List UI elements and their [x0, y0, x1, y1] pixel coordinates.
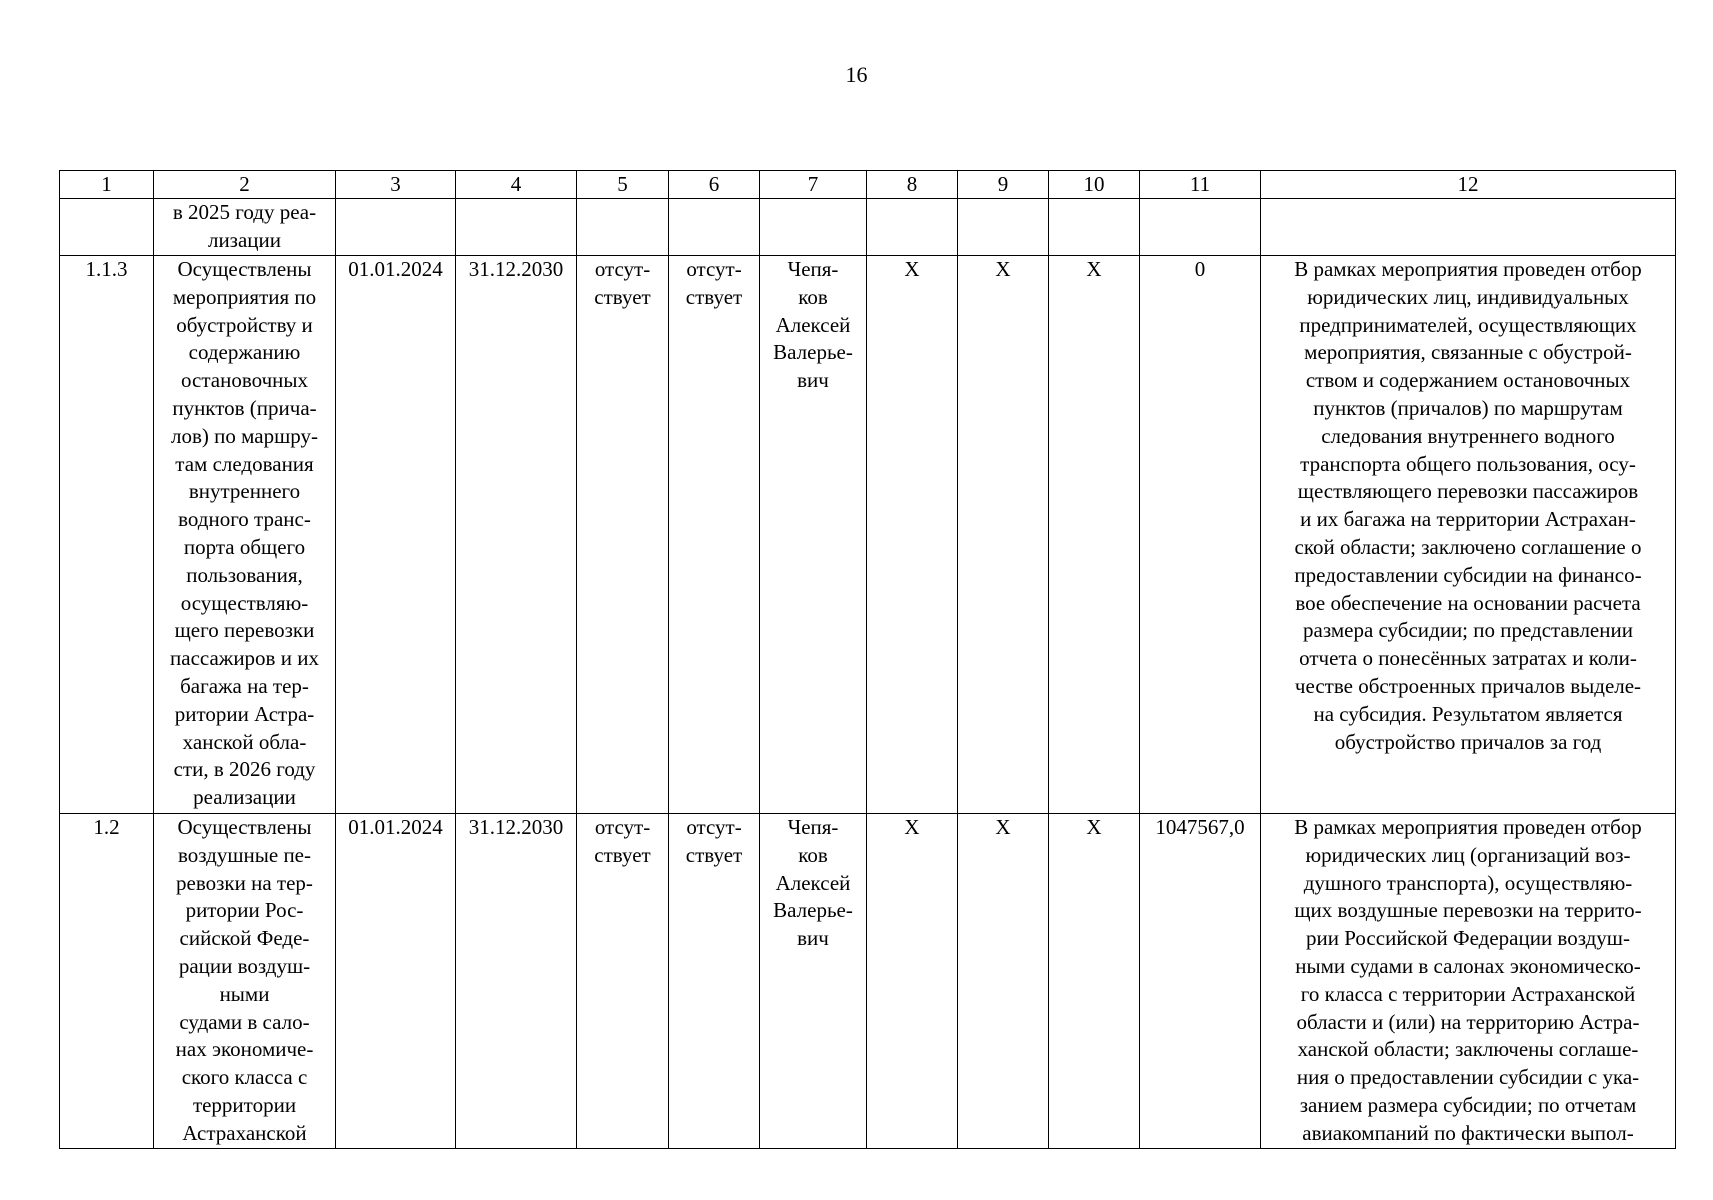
amount-cell: 0	[1140, 256, 1261, 814]
start-date-cell: 01.01.2024	[336, 256, 456, 814]
result-description-cell: в 2025 году реа- лизации	[154, 199, 336, 256]
amount-cell: 1047567,0	[1140, 814, 1261, 1149]
column-number-cell: 11	[1140, 171, 1261, 199]
start-date-cell	[336, 199, 456, 256]
cell-col-6: отсут- ствует	[669, 814, 760, 1149]
column-number-cell: 6	[669, 171, 760, 199]
column-number-cell: 7	[760, 171, 867, 199]
cell-col-8	[867, 199, 958, 256]
cell-col-10	[1049, 199, 1140, 256]
responsible-person-cell: Чепя- ков Алексей Валерье- вич	[760, 256, 867, 814]
page-number: 16	[845, 62, 868, 87]
measures-table	[59, 170, 1676, 1149]
table-row	[60, 256, 1676, 814]
start-date-cell: 01.01.2024	[336, 814, 456, 1149]
column-number-cell: 2	[154, 171, 336, 199]
column-number-cell: 10	[1049, 171, 1140, 199]
cell-col-5	[577, 199, 669, 256]
column-number-cell: 3	[336, 171, 456, 199]
end-date-cell: 31.12.2030	[456, 256, 577, 814]
implementation-description-cell	[1261, 199, 1676, 256]
table-row	[60, 199, 1676, 256]
column-number-cell: 8	[867, 171, 958, 199]
item-number-cell: 1.2	[60, 814, 154, 1149]
end-date-cell	[456, 199, 577, 256]
cell-col-10: X	[1049, 814, 1140, 1149]
cell-col-5: отсут- ствует	[577, 256, 669, 814]
cell-col-5: отсут- ствует	[577, 814, 669, 1149]
cell-col-8: X	[867, 814, 958, 1149]
result-description-cell: Осуществлены мероприятия по обустройству и содержанию остановочных пунктов (прича- лов) по маршру- там следования внутреннего водного транс- порта общего пользования, осуществляю- щего перевозки пассажиров и их багажа на тер- ритории Астра- ханской обла- сти, в 2026 году реализации	[154, 256, 336, 814]
column-number-cell: 9	[958, 171, 1049, 199]
cell-col-9: X	[958, 256, 1049, 814]
column-number-cell: 12	[1261, 171, 1676, 199]
item-number-cell: 1.1.3	[60, 256, 154, 814]
column-number-cell: 1	[60, 171, 154, 199]
column-number-row	[60, 171, 1676, 199]
table-row	[60, 814, 1676, 1149]
amount-cell	[1140, 199, 1261, 256]
end-date-cell: 31.12.2030	[456, 814, 577, 1149]
cell-col-9: X	[958, 814, 1049, 1149]
column-number-cell: 5	[577, 171, 669, 199]
responsible-person-cell: Чепя- ков Алексей Валерье- вич	[760, 814, 867, 1149]
cell-col-10: X	[1049, 256, 1140, 814]
implementation-description-cell: В рамках мероприятия проведен отбор юридических лиц (организаций воз- душного транспорта), осуществляю- щих воздушные перевозки на террито- рии Российской Федерации воздуш- ными судами в салонах экономическо- го класса с территории Астраханской области и (или) на территорию Астра- ханской области; заключены соглаше- ния о предоставлении субсидии с ука- занием размера субсидии; по отчетам авиакомпаний по фактически выпол-	[1261, 814, 1676, 1149]
cell-col-8: X	[867, 256, 958, 814]
cell-col-9	[958, 199, 1049, 256]
item-number-cell	[60, 199, 154, 256]
column-number-cell: 4	[456, 171, 577, 199]
result-description-cell: Осуществлены воздушные пе- ревозки на тер- ритории Рос- сийской Феде- рации воздуш- ными судами в сало- нах экономиче- ского класса с территории Астраханской	[154, 814, 336, 1149]
responsible-person-cell	[760, 199, 867, 256]
implementation-description-cell: В рамках мероприятия проведен отбор юридических лиц, индивидуальных предпринимателей, осуществляющих мероприятия, связанные с обустрой- ством и содержанием остановочных пунктов (причалов) по маршрутам следования внутреннего водного транспорта общего пользования, осу- ществляющего перевозки пассажиров и их багажа на территории Астрахан- ской области; заключено соглашение о предоставлении субсидии на финансо- вое обеспечение на основании расчета размера субсидии; по представлении отчета о понесённых затратах и коли- честве обстроенных причалов выделе- на субсидия. Результатом является обустройство причалов за год	[1261, 256, 1676, 814]
cell-col-6	[669, 199, 760, 256]
cell-col-6: отсут- ствует	[669, 256, 760, 814]
